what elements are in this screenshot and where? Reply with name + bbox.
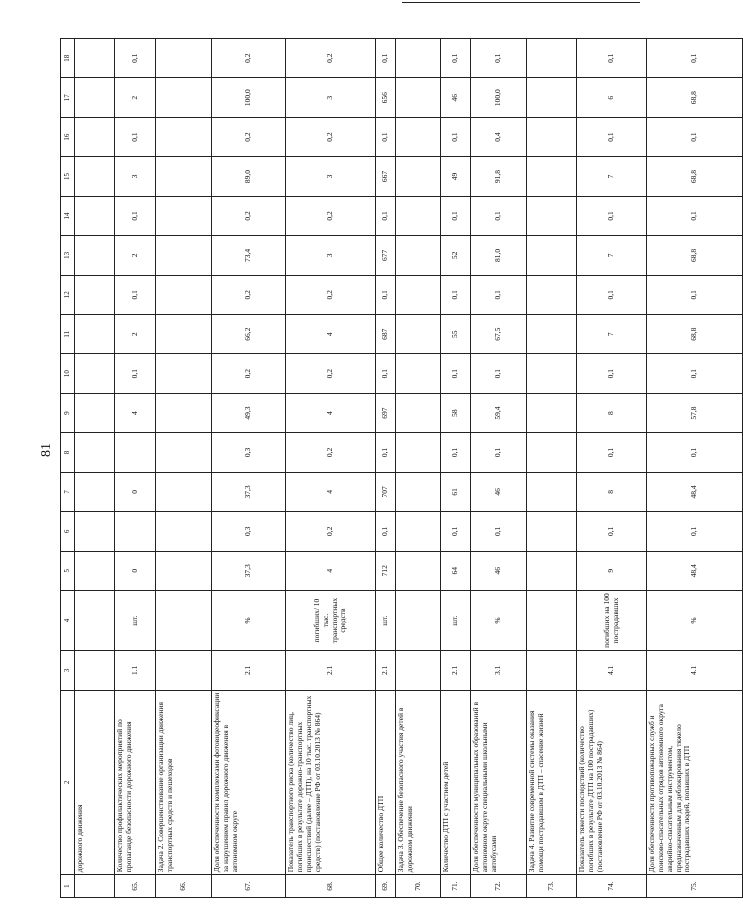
table-cell: %: [647, 590, 743, 650]
table-cell: [156, 551, 212, 590]
table-cell: 91,8: [471, 157, 527, 196]
table-cell: 0,1: [577, 196, 647, 235]
table-cell: шт.: [376, 590, 396, 650]
table-cell: 0,1: [376, 39, 396, 78]
table-cell: 68,8: [647, 315, 743, 354]
table-cell: [396, 354, 441, 393]
table-row: [115, 39, 156, 898]
table-cell: 66.: [156, 875, 212, 898]
table-cell: [396, 551, 441, 590]
table-cell: 75.: [647, 875, 743, 898]
header-cell: 16: [61, 117, 75, 156]
header-cell: 6: [61, 512, 75, 551]
table-cell: 0,2: [286, 275, 376, 314]
table-cell: [527, 472, 577, 511]
header-cell: 1: [61, 875, 75, 898]
table-cell: 687: [376, 315, 396, 354]
table-cell: [156, 196, 212, 235]
table-cell: 0,1: [441, 39, 471, 78]
table-cell: 3: [286, 236, 376, 275]
table-cell: 707: [376, 472, 396, 511]
table-cell: 0,2: [212, 117, 286, 156]
table-cell: 2: [115, 236, 156, 275]
table-cell: [115, 512, 156, 551]
table-cell: [527, 236, 577, 275]
table-cell: 2.1: [286, 651, 376, 690]
table-cell: 0,1: [115, 117, 156, 156]
table-cell: 0,1: [647, 275, 743, 314]
table-cell: [75, 433, 115, 472]
table-cell: 68,8: [647, 78, 743, 117]
table-cell: 61: [441, 472, 471, 511]
indicator-name-cell: Задача 3. Обеспечение безопасного участия детей в дорожном движении: [396, 690, 441, 875]
indicator-name-cell: Количество профилактических мероприятий по пропаганде безопасности дорожного движения: [115, 690, 156, 875]
table-cell: 0,1: [376, 433, 396, 472]
table-cell: [75, 157, 115, 196]
table-cell: 0,1: [441, 512, 471, 551]
table-cell: 49: [441, 157, 471, 196]
indicator-name-cell: Доля обеспеченности комплексами фотовидеофиксации за нарушением правил дорожного движения в автономном округе: [212, 690, 286, 875]
table-cell: 4: [286, 472, 376, 511]
table-cell: 0,1: [647, 512, 743, 551]
table-cell: 697: [376, 393, 396, 432]
table-cell: [527, 78, 577, 117]
table-cell: 0,1: [647, 433, 743, 472]
header-cell: 2: [61, 690, 75, 875]
table-cell: [156, 157, 212, 196]
table-cell: [396, 512, 441, 551]
header-cell: 11: [61, 315, 75, 354]
indicator-name-cell: Показатель транспортного риска (количество лиц, погибших в результате дорожно-транспортных происшествий (далее – ДТП), на 10 тыс. транспортных средств) (постановление РФ от 03.10.2013 № 864): [286, 690, 376, 875]
table-cell: [396, 651, 441, 690]
table-cell: 64: [441, 551, 471, 590]
table-cell: 65.: [115, 875, 156, 898]
table-cell: 37,3: [212, 551, 286, 590]
indicator-name-cell: дорожного движения: [75, 690, 115, 875]
header-cell: 15: [61, 157, 75, 196]
table-cell: [156, 354, 212, 393]
table-cell: 100,0: [212, 78, 286, 117]
table-cell: 2: [115, 315, 156, 354]
header-cell: 14: [61, 196, 75, 235]
table-cell: [396, 590, 441, 650]
table-cell: 0,1: [647, 354, 743, 393]
table-cell: 70.: [396, 875, 441, 898]
table-cell: 72.: [471, 875, 527, 898]
table-cell: 0,1: [441, 275, 471, 314]
table-cell: [156, 39, 212, 78]
table-cell: 0,1: [471, 512, 527, 551]
table-row: [75, 39, 115, 898]
table-cell: 3: [286, 78, 376, 117]
table-cell: [75, 196, 115, 235]
table-cell: 0,2: [212, 39, 286, 78]
table-cell: [156, 315, 212, 354]
table-cell: [156, 472, 212, 511]
table-cell: 67.: [212, 875, 286, 898]
table-cell: 67,5: [471, 315, 527, 354]
header-cell: 10: [61, 354, 75, 393]
header-cell: 9: [61, 393, 75, 432]
header-cell: 8: [61, 433, 75, 472]
table-cell: 8: [577, 393, 647, 432]
table-cell: шт.: [441, 590, 471, 650]
table-cell: [75, 393, 115, 432]
table-cell: 0,2: [286, 354, 376, 393]
table-cell: 667: [376, 157, 396, 196]
table-cell: 73,4: [212, 236, 286, 275]
table-cell: [75, 512, 115, 551]
table-cell: 4: [286, 393, 376, 432]
table-cell: [396, 78, 441, 117]
table-cell: 89,0: [212, 157, 286, 196]
table-cell: 0,1: [441, 433, 471, 472]
table-row: [441, 39, 471, 898]
table-cell: 0,1: [376, 196, 396, 235]
table-cell: [527, 393, 577, 432]
table-cell: 0,1: [115, 275, 156, 314]
table-row: [577, 39, 647, 898]
table-cell: 100,0: [471, 78, 527, 117]
table-cell: [156, 78, 212, 117]
table-cell: шт.: [115, 590, 156, 650]
table-row: [156, 39, 212, 898]
table-row: [286, 39, 376, 898]
table-cell: 2.1: [376, 651, 396, 690]
table-cell: 57,8: [647, 393, 743, 432]
table-cell: 73.: [527, 875, 577, 898]
table-cell: 6: [577, 78, 647, 117]
table-cell: [396, 117, 441, 156]
table-cell: 4.1: [647, 651, 743, 690]
table-cell: 68,8: [647, 157, 743, 196]
table-cell: [156, 651, 212, 690]
table-cell: [396, 433, 441, 472]
table-cell: [75, 275, 115, 314]
header-cell: 5: [61, 551, 75, 590]
table-cell: 46: [471, 551, 527, 590]
table-cell: 0,1: [441, 196, 471, 235]
table-row: [212, 39, 286, 898]
table-cell: [75, 236, 115, 275]
table-cell: 7: [577, 315, 647, 354]
table-cell: [156, 590, 212, 650]
table-cell: погибших/ 10 тыс. транспортных средств: [286, 590, 376, 650]
table-cell: [75, 354, 115, 393]
table-cell: [396, 39, 441, 78]
table-cell: 7: [577, 157, 647, 196]
header-cell: 18: [61, 39, 75, 78]
table-cell: [527, 354, 577, 393]
table-cell: [75, 472, 115, 511]
table-row: [647, 39, 743, 898]
table-cell: [527, 512, 577, 551]
table-cell: [527, 433, 577, 472]
table-cell: 0,2: [286, 512, 376, 551]
page-number: 81: [39, 443, 54, 457]
table-cell: 0,1: [471, 39, 527, 78]
table-cell: 52: [441, 236, 471, 275]
table-cell: [527, 275, 577, 314]
table-cell: [527, 157, 577, 196]
table-cell: [527, 590, 577, 650]
header-cell: 13: [61, 236, 75, 275]
table-row: [376, 39, 396, 898]
table-cell: 68.: [286, 875, 376, 898]
table-cell: [75, 875, 115, 898]
table-cell: 0,1: [577, 39, 647, 78]
table-cell: 49,3: [212, 393, 286, 432]
table-cell: [156, 275, 212, 314]
table-cell: 0,1: [471, 433, 527, 472]
table-cell: 3: [286, 157, 376, 196]
header-cell: 4: [61, 590, 75, 650]
table-cell: [396, 393, 441, 432]
indicator-name-cell: Доля обеспеченности противопожарных служб и поисково-спасательных отрядов автономного округа аварийно-спасательным инструментом, предназначенным для деблокирования тяжело пострадавших людей, попавших в ДТП: [647, 690, 743, 875]
table-cell: 74.: [577, 875, 647, 898]
table-cell: 59,4: [471, 393, 527, 432]
table-cell: 3.1: [471, 651, 527, 690]
table-cell: 0,1: [441, 354, 471, 393]
table-cell: [396, 196, 441, 235]
table-cell: 0,1: [471, 275, 527, 314]
table-cell: 4: [286, 315, 376, 354]
table-cell: 2.1: [441, 651, 471, 690]
table-cell: [75, 551, 115, 590]
table-cell: 8: [577, 472, 647, 511]
table-cell: 0,4: [471, 117, 527, 156]
table-cell: [396, 275, 441, 314]
table-cell: 0,2: [286, 39, 376, 78]
table-cell: 0,1: [115, 196, 156, 235]
table-cell: [527, 196, 577, 235]
table-cell: 0,1: [577, 512, 647, 551]
table-cell: 46: [471, 472, 527, 511]
table-cell: 0,1: [376, 117, 396, 156]
table-cell: 0,1: [577, 275, 647, 314]
table-cell: 677: [376, 236, 396, 275]
header-cell: 17: [61, 78, 75, 117]
table-cell: 71.: [441, 875, 471, 898]
indicators-table: [60, 38, 743, 898]
table-cell: 0,1: [471, 354, 527, 393]
table-cell: 0: [115, 472, 156, 511]
table-cell: [156, 236, 212, 275]
table-cell: [75, 590, 115, 650]
table-cell: 0,1: [647, 117, 743, 156]
table-cell: 81,0: [471, 236, 527, 275]
table-cell: 48,4: [647, 551, 743, 590]
table-cell: 0,1: [376, 512, 396, 551]
table-cell: 4: [115, 393, 156, 432]
table-cell: 0,2: [212, 354, 286, 393]
header-cell: 3: [61, 651, 75, 690]
table-cell: [396, 315, 441, 354]
indicator-name-cell: Задача 2. Совершенствование организации движения транспортных средств и пешеходов: [156, 690, 212, 875]
table-cell: [115, 433, 156, 472]
table-cell: 0,3: [212, 512, 286, 551]
table-cell: 55: [441, 315, 471, 354]
header-cell: 12: [61, 275, 75, 314]
rotated-table-container: [60, 38, 699, 898]
table-cell: [75, 315, 115, 354]
table-cell: 0,1: [376, 275, 396, 314]
table-cell: 0,3: [212, 433, 286, 472]
table-cell: [527, 315, 577, 354]
table-cell: [527, 39, 577, 78]
table-cell: 4.1: [577, 651, 647, 690]
table-cell: 0,1: [577, 117, 647, 156]
table-cell: 7: [577, 236, 647, 275]
table-cell: %: [212, 590, 286, 650]
table-cell: [156, 117, 212, 156]
table-row: [527, 39, 577, 898]
table-cell: 0,1: [647, 39, 743, 78]
indicator-name-cell: Показатель тяжести последствий (количество погибших в результате ДТП на 100 пострадавших) (постановление РФ от 03.10.2013 № 864): [577, 690, 647, 875]
table-cell: 0,1: [376, 354, 396, 393]
table-cell: 68,8: [647, 236, 743, 275]
table-cell: 37,3: [212, 472, 286, 511]
table-cell: 0,1: [577, 433, 647, 472]
table-cell: %: [471, 590, 527, 650]
table-cell: [75, 651, 115, 690]
table-cell: [527, 117, 577, 156]
table-row: [471, 39, 527, 898]
table-cell: 0,2: [286, 433, 376, 472]
table-cell: 712: [376, 551, 396, 590]
table-cell: 0: [115, 551, 156, 590]
table-cell: 0,1: [471, 196, 527, 235]
top-rule: [402, 2, 640, 3]
table-cell: 0,1: [647, 196, 743, 235]
table-cell: 0,1: [115, 354, 156, 393]
table-cell: [156, 393, 212, 432]
indicator-name-cell: Доля обеспеченности муниципальных образований в автономном округе специальными школьными автобусами: [471, 690, 527, 875]
indicator-name-cell: Общее количество ДТП: [376, 690, 396, 875]
table-cell: 66,2: [212, 315, 286, 354]
table-cell: [527, 551, 577, 590]
table-cell: 9: [577, 551, 647, 590]
table-cell: 58: [441, 393, 471, 432]
table-cell: 3: [115, 157, 156, 196]
table-cell: 69.: [376, 875, 396, 898]
table-cell: 1.1: [115, 651, 156, 690]
indicator-name-cell: Задача 4. Развитие современной системы оказания помощи пострадавшим в ДТП – спасение жизней: [527, 690, 577, 875]
table-cell: [75, 117, 115, 156]
table-cell: 0,2: [212, 196, 286, 235]
table-cell: 0,2: [286, 117, 376, 156]
table-cell: 2: [115, 78, 156, 117]
header-cell: 7: [61, 472, 75, 511]
table-cell: [396, 472, 441, 511]
table-cell: 0,1: [441, 117, 471, 156]
table-cell: [75, 78, 115, 117]
table-cell: 0,1: [115, 39, 156, 78]
table-cell: [156, 512, 212, 551]
table-cell: 48,4: [647, 472, 743, 511]
table-cell: [396, 157, 441, 196]
table-cell: 0,2: [212, 275, 286, 314]
table-row: [396, 39, 441, 898]
table-cell: 0,2: [286, 196, 376, 235]
table-cell: 0,1: [577, 354, 647, 393]
table-cell: [156, 433, 212, 472]
table-cell: 46: [441, 78, 471, 117]
indicator-name-cell: Количество ДТП с участием детей: [441, 690, 471, 875]
table-cell: 4: [286, 551, 376, 590]
table-cell: погибших на 100 пострадавших: [577, 590, 647, 650]
table-cell: 656: [376, 78, 396, 117]
table-cell: [75, 39, 115, 78]
table-cell: [527, 651, 577, 690]
table-cell: 2.1: [212, 651, 286, 690]
table-cell: [396, 236, 441, 275]
table-header-row: [61, 39, 75, 898]
